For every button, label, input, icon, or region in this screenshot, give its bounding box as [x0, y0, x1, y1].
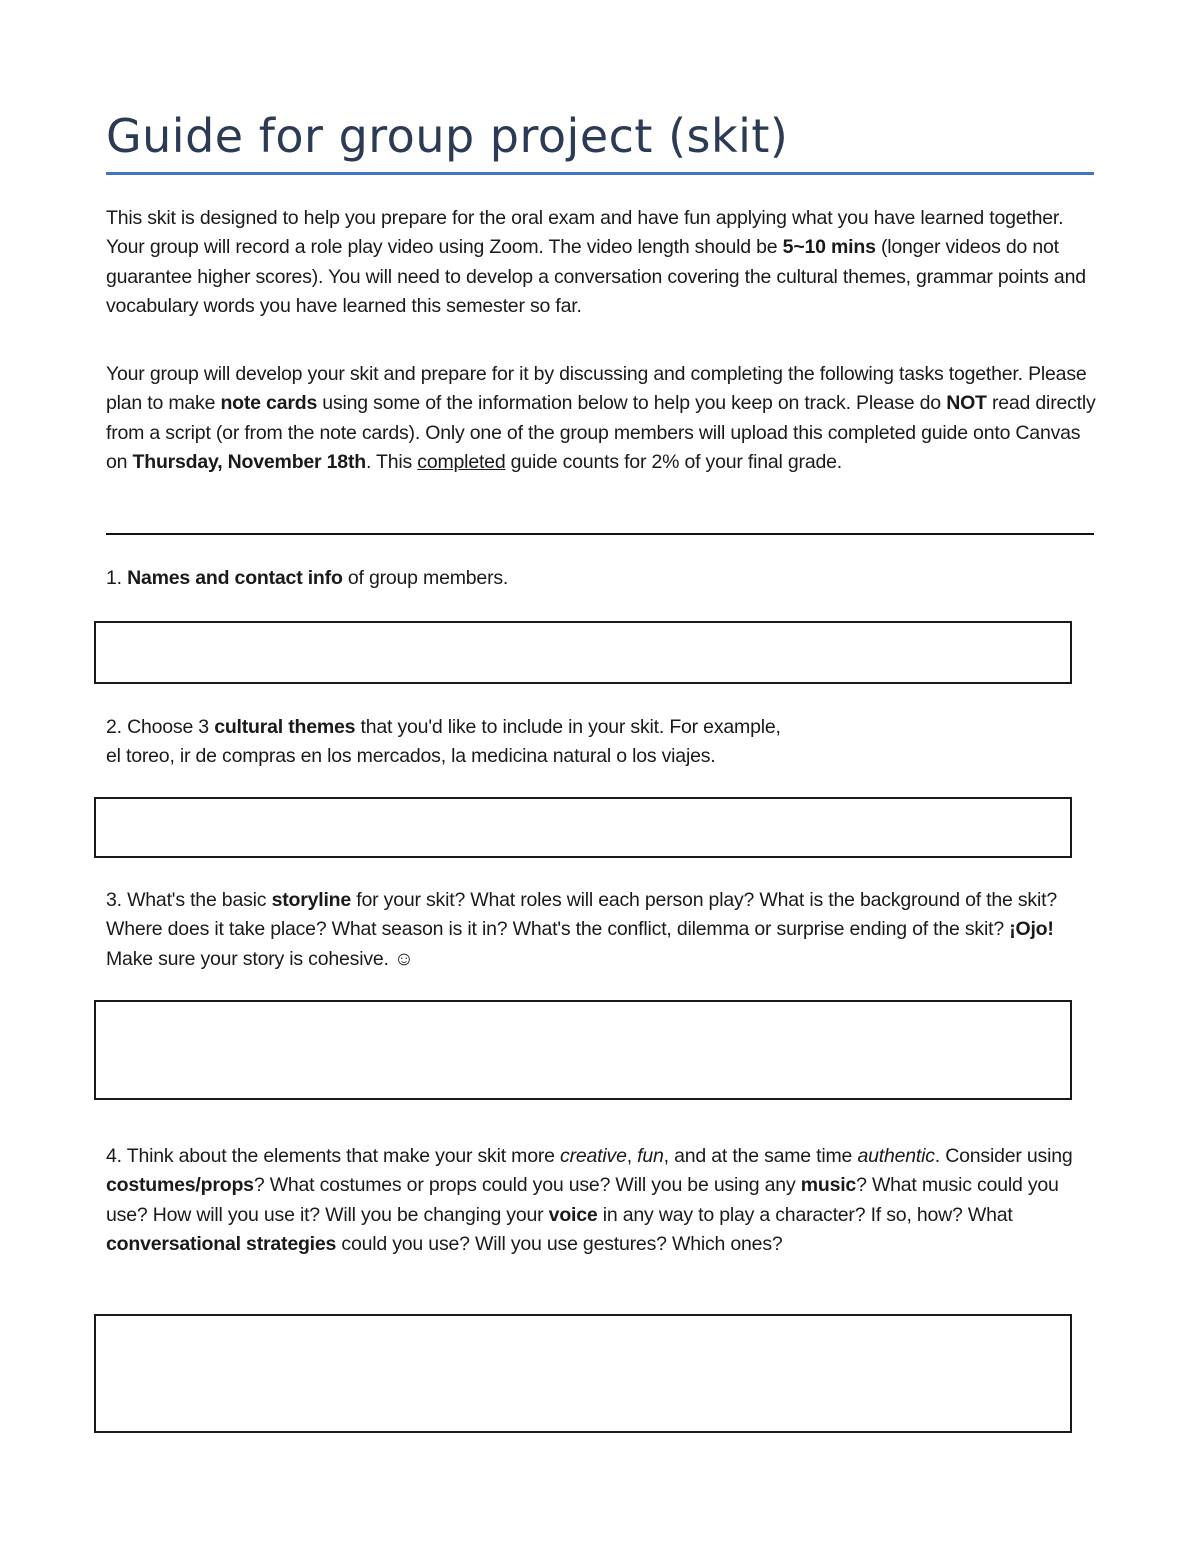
question-2: 2. Choose 3 cultural themes that you'd like to include in your skit. For example, el toreo, ir de compras en los mercados, la medicina natural o los viajes.	[106, 716, 781, 768]
question-4: 4. Think about the elements that make your skit more creative, fun, and at the same time authentic. Consider using costumes/props? What costumes or props could you use? Will you be using any music? What music could you use? How will you use it? Will you be changing your voice in any way to play a character? If so, how? What conversational strategies could you use? Will you use gestures? Which ones?	[106, 1145, 1073, 1255]
smiley-icon: ☺	[393, 947, 414, 970]
answer-box-2[interactable]	[94, 797, 1072, 858]
section-divider	[106, 533, 1094, 535]
answer-box-3[interactable]	[94, 1000, 1072, 1100]
title-underline	[106, 172, 1094, 175]
question-1: 1. Names and contact info of group members.	[106, 567, 509, 589]
question-3: 3. What's the basic storyline for your skit? What roles will each person play? What is the background of the skit? Where does it take place? What season is it in? What's the conflict, dilemma or surprise ending of the skit? ¡Ojo! Make sure your story is cohesive. ☺	[106, 889, 1057, 970]
intro-paragraph-1: This skit is designed to help you prepare for the oral exam and have fun applying what you have learned together. Your group will record a role play video using Zoom. The video length should be 5~10 mins (longer videos do not guarantee higher scores). You will need to develop a conversation covering the cultural themes, grammar points and vocabulary words you have learned this semester so far.	[106, 207, 1086, 317]
intro-paragraph-2: Your group will develop your skit and prepare for it by discussing and completing the following tasks together. Please plan to make note cards using some of the information below to help you keep on track. Please do NOT read directly from a script (or from the note cards). Only one of the group members will upload this completed guide onto Canvas on Thursday, November 18th. This completed guide counts for 2% of your final grade.	[106, 363, 1096, 473]
answer-box-4[interactable]	[94, 1314, 1072, 1433]
answer-box-1[interactable]	[94, 621, 1072, 684]
page-title: Guide for group project (skit)	[106, 109, 789, 163]
